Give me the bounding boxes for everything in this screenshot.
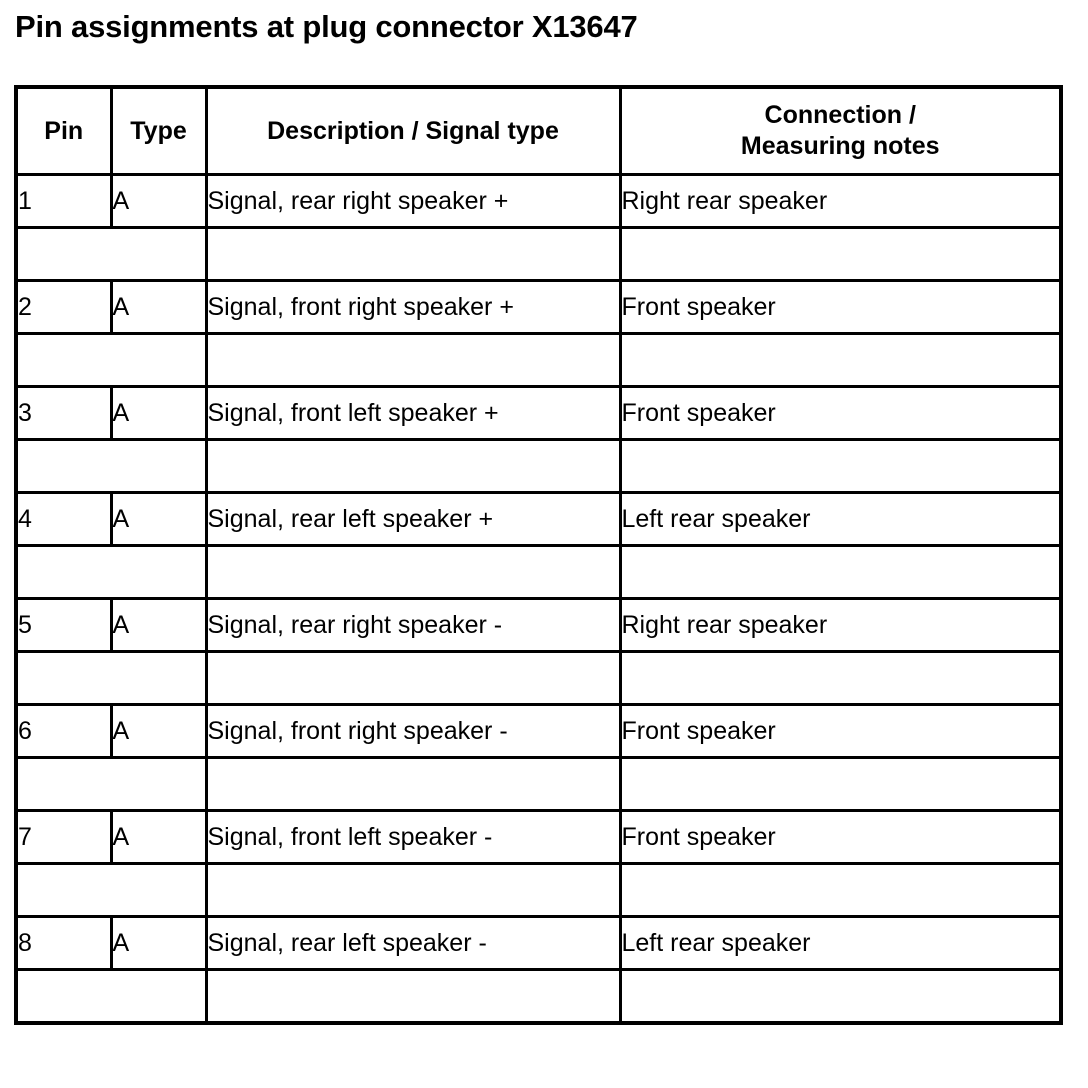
blank-cell xyxy=(620,228,1061,281)
cell-connection: Front speaker xyxy=(620,387,1061,440)
cell-connection: Left rear speaker xyxy=(620,493,1061,546)
blank-cell xyxy=(620,758,1061,811)
table-blank-row xyxy=(16,546,1061,599)
cell-type: A xyxy=(111,811,206,864)
blank-cell xyxy=(206,758,620,811)
cell-connection: Front speaker xyxy=(620,281,1061,334)
table-row xyxy=(16,917,1061,970)
blank-cell xyxy=(16,864,206,917)
cell-type: A xyxy=(111,599,206,652)
cell-pin: 2 xyxy=(16,281,111,334)
cell-pin: 6 xyxy=(16,705,111,758)
header-pin: Pin xyxy=(16,87,111,175)
cell-pin: 4 xyxy=(16,493,111,546)
header-connection-line2: Measuring notes xyxy=(740,132,940,160)
table-row xyxy=(16,281,1061,334)
pin-assignment-table xyxy=(14,85,1063,1025)
blank-cell xyxy=(620,334,1061,387)
blank-cell xyxy=(16,440,206,493)
table-row xyxy=(16,175,1061,228)
cell-pin: 1 xyxy=(16,175,111,228)
cell-description: Signal, rear left speaker + xyxy=(206,493,620,546)
cell-type: A xyxy=(111,281,206,334)
blank-cell xyxy=(206,440,620,493)
table-row xyxy=(16,811,1061,864)
cell-type: A xyxy=(111,175,206,228)
cell-description: Signal, front left speaker - xyxy=(206,811,620,864)
table-blank-row xyxy=(16,334,1061,387)
blank-cell xyxy=(16,970,206,1024)
table-body xyxy=(16,175,1061,1024)
blank-cell xyxy=(620,970,1061,1024)
cell-type: A xyxy=(111,493,206,546)
header-type: Type xyxy=(111,87,206,175)
cell-description: Signal, front left speaker + xyxy=(206,387,620,440)
blank-cell xyxy=(16,334,206,387)
blank-cell xyxy=(206,970,620,1024)
blank-cell xyxy=(16,228,206,281)
header-connection xyxy=(620,87,1061,175)
cell-description: Signal, front right speaker + xyxy=(206,281,620,334)
table-row xyxy=(16,599,1061,652)
table-blank-row xyxy=(16,758,1061,811)
blank-cell xyxy=(206,334,620,387)
cell-type: A xyxy=(111,917,206,970)
blank-cell xyxy=(620,864,1061,917)
cell-description: Signal, rear right speaker - xyxy=(206,599,620,652)
table-blank-row xyxy=(16,652,1061,705)
table-blank-row xyxy=(16,864,1061,917)
blank-cell xyxy=(620,546,1061,599)
cell-description: Signal, rear left speaker - xyxy=(206,917,620,970)
table-blank-row xyxy=(16,970,1061,1024)
cell-connection: Front speaker xyxy=(620,705,1061,758)
blank-cell xyxy=(620,440,1061,493)
cell-pin: 3 xyxy=(16,387,111,440)
cell-description: Signal, front right speaker - xyxy=(206,705,620,758)
cell-connection: Right rear speaker xyxy=(620,599,1061,652)
table-row xyxy=(16,493,1061,546)
table-row xyxy=(16,387,1061,440)
cell-connection: Front speaker xyxy=(620,811,1061,864)
cell-description: Signal, rear right speaker + xyxy=(206,175,620,228)
cell-connection: Left rear speaker xyxy=(620,917,1061,970)
cell-connection: Right rear speaker xyxy=(620,175,1061,228)
blank-cell xyxy=(206,228,620,281)
table-header-row xyxy=(16,87,1061,175)
page-title: Pin assignments at plug connector X13647 xyxy=(15,9,638,44)
cell-type: A xyxy=(111,387,206,440)
header-connection-line1: Connection / xyxy=(764,101,916,129)
blank-cell xyxy=(206,652,620,705)
blank-cell xyxy=(16,758,206,811)
blank-cell xyxy=(206,864,620,917)
blank-cell xyxy=(16,546,206,599)
blank-cell xyxy=(16,652,206,705)
cell-type: A xyxy=(111,705,206,758)
blank-cell xyxy=(620,652,1061,705)
table-row xyxy=(16,705,1061,758)
cell-pin: 5 xyxy=(16,599,111,652)
header-description: Description / Signal type xyxy=(206,87,620,175)
table-blank-row xyxy=(16,228,1061,281)
table-blank-row xyxy=(16,440,1061,493)
cell-pin: 7 xyxy=(16,811,111,864)
cell-pin: 8 xyxy=(16,917,111,970)
blank-cell xyxy=(206,546,620,599)
